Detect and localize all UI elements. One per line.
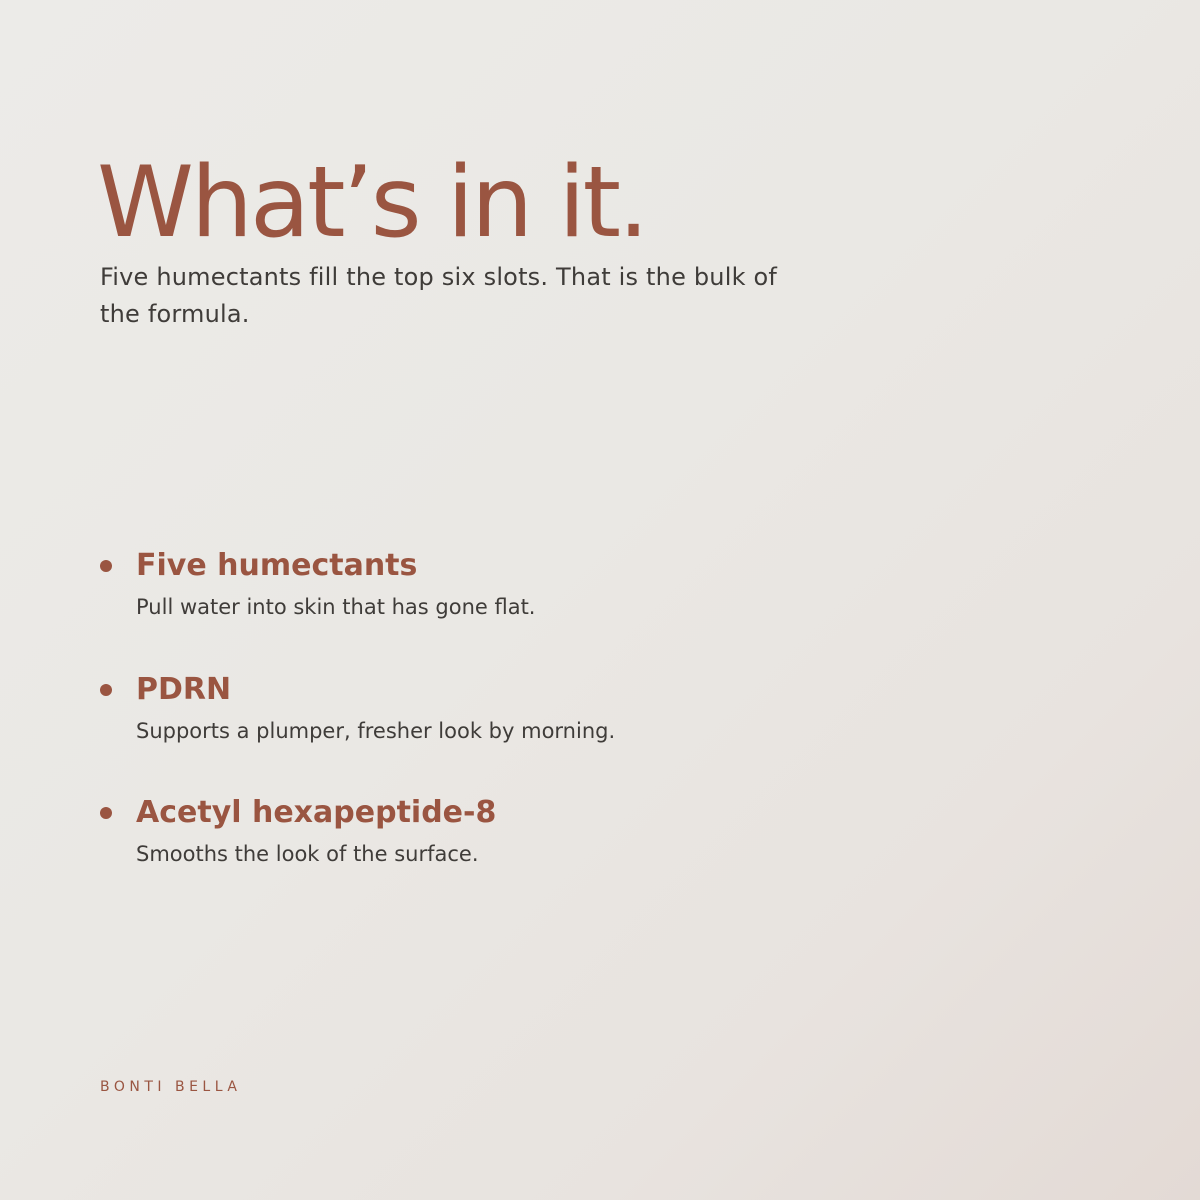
page-title: What’s in it. [97,146,647,260]
bullet-dot-icon [100,560,112,572]
ingredient-description: Pull water into skin that has gone flat. [136,595,536,619]
ingredient-name: Acetyl hexapeptide-8 [136,795,497,830]
ingredient-item [100,792,900,916]
ingredient-item [100,669,900,793]
ingredient-name: Five humectants [136,548,418,583]
bullet-dot-icon [100,807,112,819]
brand-wordmark: BONTI BELLA [100,1079,242,1095]
ingredient-name: PDRN [136,671,232,707]
bullet-dot-icon [100,684,112,696]
ingredient-item [100,545,900,669]
ingredient-list [100,545,900,916]
page-subtitle: Five humectants fill the top six slots. That is the bulk of the formula. [100,263,778,328]
ingredient-description: Smooths the look of the surface. [136,842,479,866]
ingredient-description: Supports a plumper, fresher look by morning. [136,718,616,743]
